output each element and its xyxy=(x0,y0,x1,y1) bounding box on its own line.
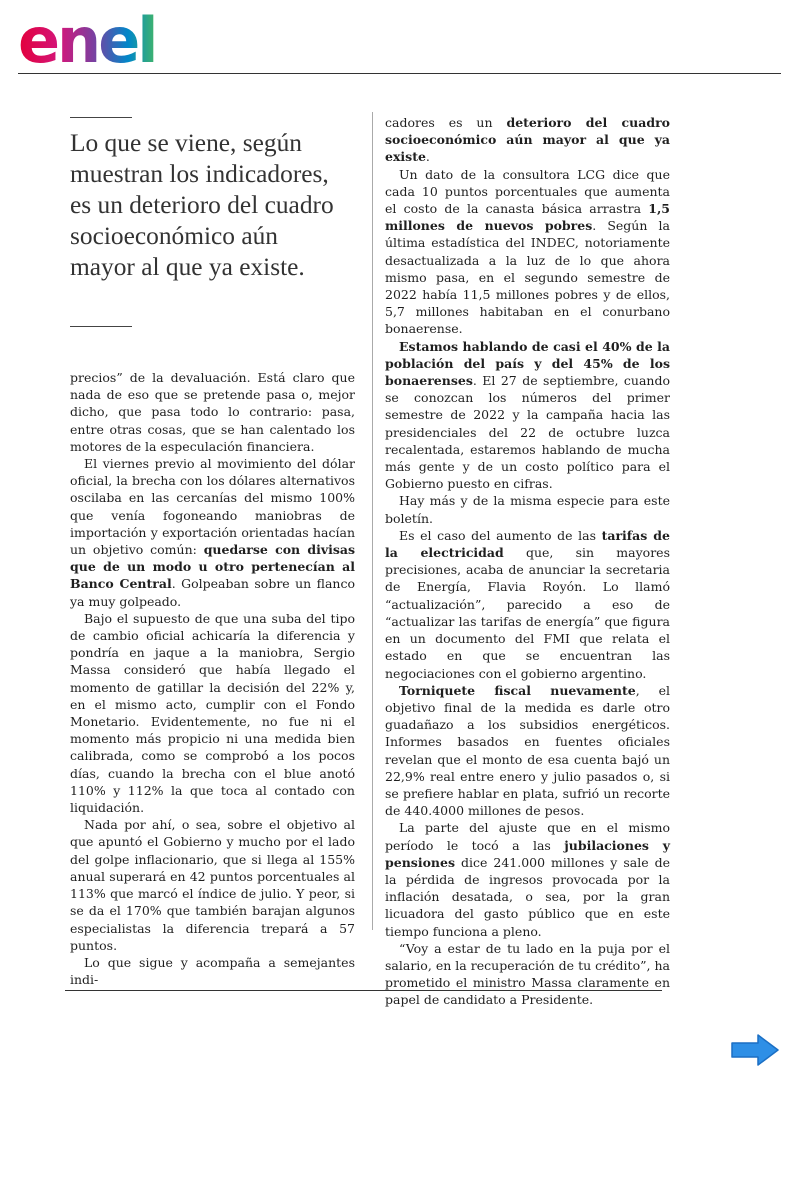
paragraph xyxy=(385,492,670,526)
pull-quote: Lo que se viene, según muestran los indicadores, es un deterioro del cuadro socioeconómico aún mayor al que ya existe. xyxy=(70,129,334,281)
bold-text: tarifas de la electricidad xyxy=(385,527,670,561)
bold-text: deterioro del cuadro socioeconómico aún mayor al que ya existe xyxy=(385,115,670,165)
text-run: . Golpeaban sobre un flanco ya muy golpeado. xyxy=(70,576,355,609)
paragraph xyxy=(70,610,355,816)
text-run: Bajo el supuesto de que una suba del tipo de cambio oficial achicaría la diferencia y pondría en jaque a la maniobra, Sergio Massa consideró que había llegado el momento de gatillar la decisión del 22% y, en el mismo acto, cumplir con el Fondo Monetario. Evidentemente, no fue ni el momento más propicio ni una medida bien calibrada, como se comprobó a los pocos días, cuando la brecha con el blue anotó 110% y 112% la que toca al contado con liquidación. xyxy=(70,610,355,816)
bold-text: quedarse con divisas que de un modo u otro pertenecían al Banco Central xyxy=(70,542,355,592)
paragraph xyxy=(385,166,670,338)
text-run: dice 241.000 millones y sale de la pérdida de ingresos provocada por la inflación desatada, o sea, por la gran licuadora del gasto público que en este tiempo funciona a pleno. xyxy=(385,854,670,939)
header-rule xyxy=(18,73,781,74)
paragraph xyxy=(385,940,670,1009)
article-left-column xyxy=(70,369,355,988)
bold-text: jubilaciones y pensiones xyxy=(385,837,670,870)
paragraph xyxy=(385,527,670,682)
text-run: Un dato de la consultora LCG dice que cada 10 puntos porcentuales que aumenta el costo de la canasta básica arrastra xyxy=(385,166,670,217)
paragraph xyxy=(70,369,355,455)
paragraph xyxy=(385,682,670,820)
text-run: que, sin mayores precisiones, acaba de anunciar la secretaria de Energía, Flavia Royón. Lo llamó “actualización”, parecido a eso de “actualizar las tarifas de energía” que figura en un documento del FMI que relata el estado en que se encuentran las negociaciones con el gobierno argentino. xyxy=(385,545,670,681)
column-divider xyxy=(372,112,373,930)
text-run: Hay más y de la misma especie para este boletín. xyxy=(385,493,670,526)
text-run: Nada por ahí, o sea, sobre el objetivo al que apuntó el Gobierno y mucho por el lado del golpe inflacionario, que si llega al 155% anual superará en 42 puntos porcentuales al 113% que marcó el índice de julio. Y peor, si se da el 170% que también barajan algunos especialistas la diferencia trepará a 57 puntos. xyxy=(70,817,355,953)
paragraph xyxy=(70,954,355,988)
quote-top-rule xyxy=(70,117,132,118)
article-right-column xyxy=(385,114,670,1009)
text-run: La parte del ajuste que en el mismo período le tocó a las xyxy=(385,820,670,853)
svg-text:enel: enel xyxy=(18,4,156,68)
enel-logo xyxy=(18,4,183,68)
text-run: “Voy a estar de tu lado en la puja por el salario, en la recuperación de tu crédito”, ha prometido el ministro Massa claramente en papel de candidato a Presidente. xyxy=(385,940,670,1008)
next-page-arrow-icon[interactable] xyxy=(730,1033,780,1067)
enel-logo-mark xyxy=(18,4,183,68)
bold-text: Torniquete fiscal nuevamente xyxy=(399,682,636,698)
arrow-right-icon xyxy=(730,1033,780,1067)
text-run: . El 27 de septiembre, cuando se conozcan los números del primer semestre de 2022 y la campaña hacia las presidenciales del 22 de octubre luzca recalentada, estaremos hablando de mucha más gente y de un costo político para el Gobierno puesto en cifras. xyxy=(385,373,670,492)
paragraph xyxy=(385,114,670,166)
quote-bottom-rule xyxy=(70,326,132,327)
text-run: . Según la última estadística del INDEC, notoriamente desactualizada a la luz de lo que ahora mismo pasa, en el segundo semestre de 2022 había 11,5 millones pobres y de ellos, 5,7 millones habitaban en el conurbano bonaerense. xyxy=(385,218,670,337)
paragraph xyxy=(385,338,670,493)
text-run: precios” de la devaluación. Está claro que nada de eso que se pretende pasa o, mejor dicho, que pasa todo lo contrario: pasa, entre otras cosas, que se han calentado los motores de la especulación financiera. xyxy=(70,370,355,454)
text-run: El viernes previo al movimiento del dólar oficial, la brecha con los dólares alternativos oscilaba en las cercanías del mismo 100% que venía fogoneando maniobras de importación y exportación orientadas hacían un objetivo común: xyxy=(70,456,355,558)
paragraph xyxy=(385,819,670,939)
text-run: Es el caso del aumento de las xyxy=(399,527,602,543)
text-run: Lo que sigue y acompaña a semejantes indi- xyxy=(70,954,355,988)
text-run: , el objetivo final de la medida es darle otro guadañazo a los subsidios energéticos. Informes basados en fuentes oficiales revelan que el monto de esa cuenta bajó un 22,9% real entre enero y julio pasados o, si se prefiere hablar en plata, sufrió un recorte de 440.4000 millones de pesos. xyxy=(385,682,670,819)
text-run: . xyxy=(425,149,430,165)
bold-text: 1,5 millones de nuevos pobres xyxy=(385,201,670,234)
footer-rule xyxy=(65,990,662,991)
bold-text: Estamos hablando de casi el 40% de la población del país y del 45% de los bonaerenses xyxy=(385,338,670,389)
paragraph xyxy=(70,816,355,954)
text-run: cadores es un xyxy=(385,115,507,130)
paragraph xyxy=(70,455,355,610)
